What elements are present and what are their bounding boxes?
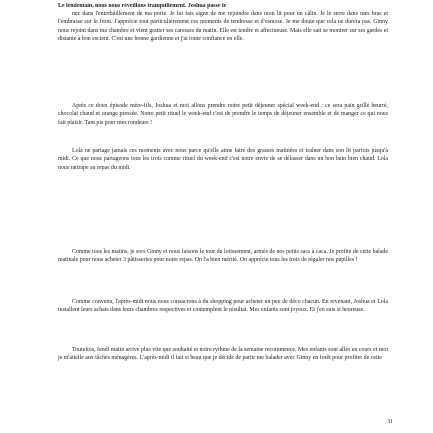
paragraph-text: Comme convenu, l'après-midi nous nous consacrons à du shopping pour acheter un peu de déco chacun. En revenant, Joshua et Lola installent leurs achats dans leurs chambres respectives et contemplent le résultat. Mes enfants sont joyeux. Et j'en suis si heureuse. <box>58 299 388 314</box>
paragraph-3 <box>58 147 388 172</box>
paragraph-text: Comme tous les matins, je sors Ginny et nous faisons le tour du lotissement, armés de nos petits sacs à caca. Je profite de cette balade matinale pour nous acheter 3 pâtisseries pour notre repas. On l'a bien mérité. On apprécie tous les trois de régaler nos papilles ! <box>58 249 388 264</box>
top-text-line: Le lendemain, nous nous réveillons tranquillement. Joshua passe le <box>58 3 227 9</box>
page-number: 31 <box>387 419 393 425</box>
paragraph-5 <box>58 298 388 315</box>
paragraph-text: Lola ne partage jamais ces moments avec nous parce qu'elle aime faire des grasses matinées et traîner dans son lit parfois jusqu'à midi. Ce que nous partageons tous les trois comme rituel du week-end c'est notre envie de se délasser dans un bon bain bien chaud. Lola nous rattrape au repas du midi. <box>58 148 388 171</box>
paragraph-text: Toutefois, lundi matin arrive plus vite que souhaité et notre rythme de la semaine recommence. Mes enfants sont allés en cours et moi je m'attelle aux tâches ménagères. L'après-midi il fait si beau que je décide de partir me balader avec Ginny en forêt pour profiter de cette <box>58 347 388 362</box>
paragraph-6 <box>58 346 388 363</box>
paragraph-4 <box>58 248 388 265</box>
paragraph-text: nez dans l'entrebâillement de ma porte. Je lui fais signe de me rejoindre dans mon lit pour un câlin. Je le serre dans mes bras et l'embrasse sur le front. J'apprécie tout particulièrement ces moments de tendresse et d'osmose. Je me doute que cela ne durera pas. Ginny nous rejoint dans ma chambre et vient gratter ses caresses du matin. Elle est tendre et affectueuse. Mais elle sait se montrer sur ses gardes et distante à bon escient. C'est une bonne gardienne et j'ai toute confiance en elle. <box>58 11 388 42</box>
paragraph-text: Après ce doux épisode mère-fils, Joshua et moi allons prendre notre petit déjeuner spécial week-end : ce sera pain grillé beurré, chocolat chaud et orange pressée. Notre petit rituel le week-end c'est de prendre le temps de déjeuner ensemble et de manger ce qui nous fait plaisir. Tant pis pour mes rondeurs ! <box>58 103 388 126</box>
paragraph-2 <box>58 102 388 127</box>
paragraph-1 <box>58 10 388 43</box>
